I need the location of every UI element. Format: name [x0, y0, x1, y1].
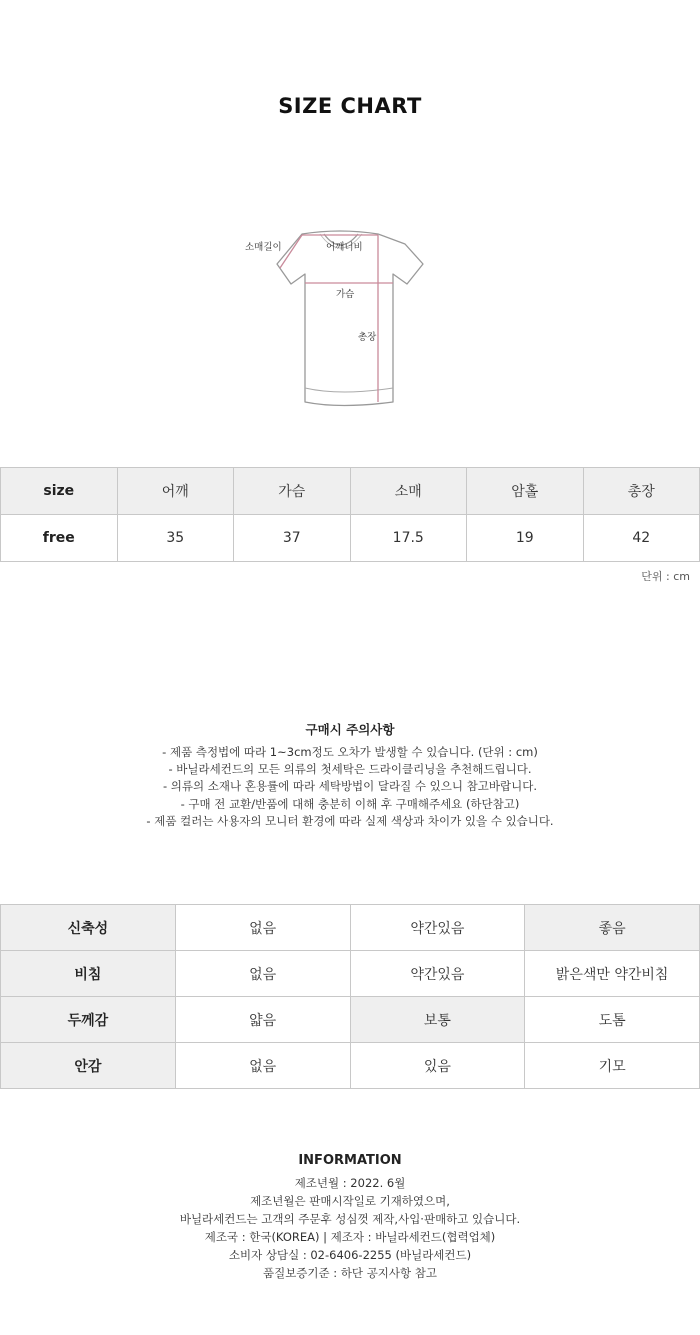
attr-label: 두께감: [1, 997, 176, 1043]
notice-title: 구매시 주의사항: [305, 722, 395, 737]
tshirt-illustration: [240, 226, 440, 416]
attr-option: 도톰: [525, 997, 700, 1043]
information-title: INFORMATION: [298, 1153, 402, 1168]
attr-option: 있음: [350, 1043, 525, 1089]
attr-row-seethrough: [1, 951, 700, 997]
diagram-label-sleeve: 소매길이: [245, 242, 282, 253]
size-table-cell: free: [1, 515, 118, 562]
attr-option: 없음: [175, 951, 350, 997]
attr-row-lining: [1, 1043, 700, 1089]
size-table-cell: 35: [117, 515, 234, 562]
tshirt-outline: [277, 231, 423, 406]
size-table-header: 총장: [583, 468, 700, 515]
size-table-header: size: [1, 468, 118, 515]
attr-option-selected: 좋음: [525, 905, 700, 951]
notice-item: - 제품 컬러는 사용자의 모니터 환경에 따라 실제 색상과 차이가 있을 수 있습니다.: [146, 813, 554, 828]
information-lines: [0, 1174, 700, 1282]
attr-option: 얇음: [175, 997, 350, 1043]
info-line: 제조년월 : 2022. 6월: [294, 1176, 406, 1190]
attr-option-selected: 보통: [350, 997, 525, 1043]
fabric-attributes-table: [0, 904, 700, 1089]
size-table-cell: 37: [234, 515, 351, 562]
size-table-header: 암홀: [467, 468, 584, 515]
info-line: 소비자 상담실 : 02-6406-2255 (바닐라세컨드): [228, 1248, 472, 1262]
diagram-label-length: 총장: [358, 332, 377, 343]
size-table-header-row: [1, 468, 700, 515]
attr-option: 기모: [525, 1043, 700, 1089]
notice-item: - 제품 측정법에 따라 1~3cm정도 오차가 발생할 수 있습니다. (단위 : cm): [162, 745, 538, 759]
size-table-header: 어깨: [117, 468, 234, 515]
notice-item: - 바닐라세컨드의 모든 의류의 첫세탁은 드라이클리닝을 추천해드립니다.: [168, 762, 532, 777]
tshirt-hem: [305, 388, 393, 392]
page-title: SIZE CHART: [278, 94, 422, 118]
attr-option: 없음: [175, 1043, 350, 1089]
attr-option: 약간있음: [350, 905, 525, 951]
info-line: 제조년월은 판매시작일로 기재하였으며,: [250, 1194, 450, 1208]
size-table-cell: 19: [467, 515, 584, 562]
tshirt-diagram: [240, 226, 440, 416]
notice-item: - 구매 전 교환/반품에 대해 충분히 이해 후 구매해주세요 (하단참고): [180, 796, 520, 811]
attr-label: 신축성: [1, 905, 176, 951]
unit-note: 단위 : cm: [641, 570, 690, 583]
size-table: [0, 467, 700, 562]
attr-label: 비침: [1, 951, 176, 997]
attr-row-thickness: [1, 997, 700, 1043]
notice-item: - 의류의 소재나 혼용률에 따라 세탁방법이 달라질 수 있으니 참고바랍니다.: [163, 779, 537, 794]
size-table-row: [1, 515, 700, 562]
size-table-cell: 17.5: [350, 515, 467, 562]
info-line: 바닐라세컨드는 고객의 주문후 성심껏 제작,사입·판매하고 있습니다.: [179, 1212, 521, 1226]
diagram-label-chest: 가슴: [336, 289, 355, 300]
diagram-label-shoulder: 어깨너비: [326, 242, 363, 253]
info-line: 제조국 : 한국(KOREA) | 제조자 : 바닐라세컨드(협력업체): [204, 1230, 496, 1244]
info-line: 품질보증기준 : 하단 공지사항 참고: [262, 1266, 438, 1280]
size-table-cell: 42: [583, 515, 700, 562]
size-table-header: 가슴: [234, 468, 351, 515]
attr-row-stretch: [1, 905, 700, 951]
attr-option: 밝은색만 약간비침: [525, 951, 700, 997]
attr-label: 안감: [1, 1043, 176, 1089]
attr-option: 약간있음: [350, 951, 525, 997]
attr-option: 없음: [175, 905, 350, 951]
size-table-header: 소매: [350, 468, 467, 515]
notice-list: [0, 744, 700, 830]
sleeve-measure-line: [280, 235, 302, 268]
